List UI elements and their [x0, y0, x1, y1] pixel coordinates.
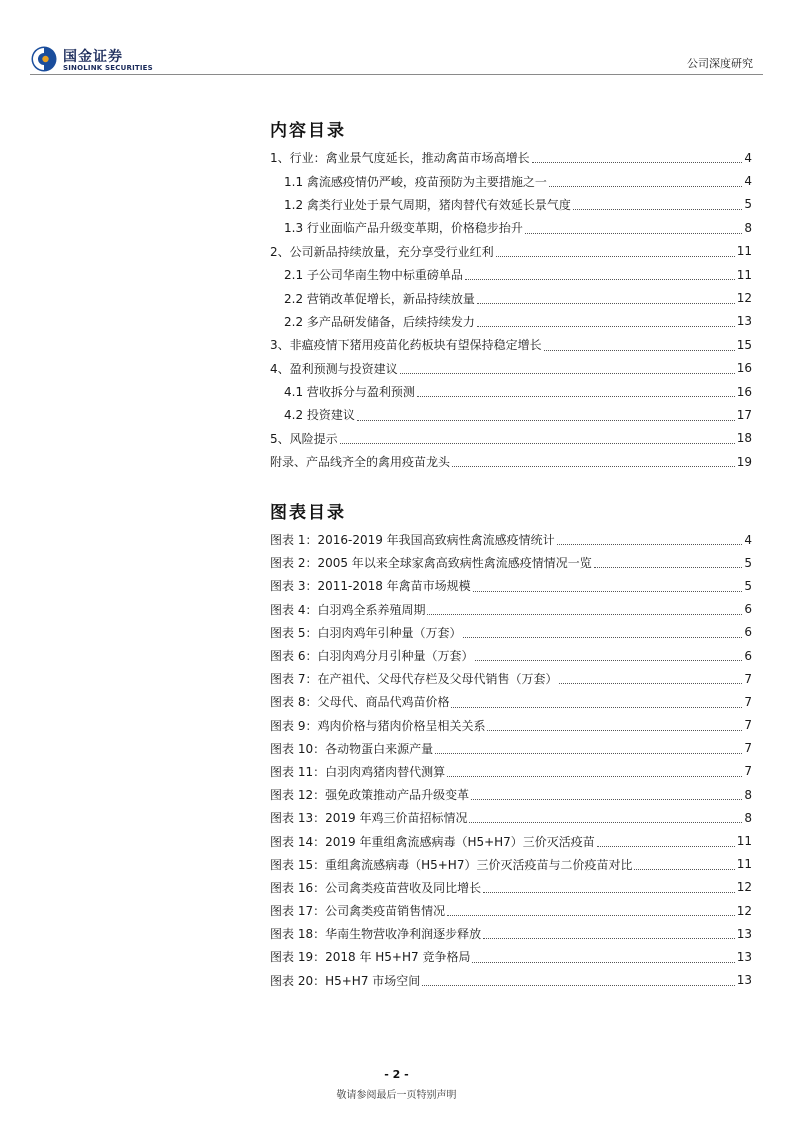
- figure-entry-page: 7: [744, 764, 752, 779]
- toc-entry[interactable]: [270, 263, 752, 286]
- dot-leader: [532, 161, 743, 163]
- toc-entry[interactable]: [270, 427, 752, 450]
- toc-entry-label: 附录、产品线齐全的禽用疫苗龙头: [270, 455, 451, 470]
- figure-entry-page: 6: [744, 625, 752, 640]
- dot-leader: [340, 442, 735, 444]
- figure-entry-label: 图表 3：2011-2018 年禽苗市场规模: [270, 579, 471, 594]
- dot-leader: [496, 255, 735, 257]
- toc-entry-label: 1.2 禽类行业处于景气周期，猪肉替代有效延长景气度: [284, 197, 571, 212]
- dot-leader: [557, 543, 743, 545]
- dot-leader: [559, 682, 742, 684]
- figure-entry-page: 5: [744, 555, 752, 570]
- figure-entry-page: 7: [744, 694, 752, 709]
- figure-entry-label: 图表 17：公司禽类疫苗销售情况: [270, 904, 446, 919]
- figure-entry-label: 图表 8：父母代、商品代鸡苗价格: [270, 695, 450, 710]
- dot-leader: [447, 914, 735, 916]
- toc-entry-label: 4、盈利预测与投资建议: [270, 361, 398, 376]
- figure-entry[interactable]: [270, 783, 752, 806]
- figure-entry-label: 图表 11：白羽肉鸡猪肉替代测算: [270, 764, 446, 779]
- figure-entry[interactable]: [270, 922, 752, 945]
- toc-entry[interactable]: [270, 146, 752, 169]
- figure-entry[interactable]: [270, 528, 752, 551]
- figure-entry[interactable]: [270, 621, 752, 644]
- figure-entry[interactable]: [270, 574, 752, 597]
- figure-entry-label: 图表 20：H5+H7 市场空间: [270, 973, 421, 988]
- sinolink-logo-icon: [30, 45, 58, 73]
- toc-entry[interactable]: [270, 310, 752, 333]
- dot-leader: [573, 208, 742, 210]
- figure-entry-page: 8: [744, 787, 752, 802]
- dot-leader: [483, 937, 735, 939]
- toc-entry-label: 1.1 禽流感疫情仍严峻，疫苗预防为主要措施之一: [284, 174, 547, 189]
- figure-entry-page: 6: [744, 602, 752, 617]
- dot-leader: [422, 984, 734, 986]
- figure-entry[interactable]: [270, 690, 752, 713]
- figure-entry-page: 6: [744, 648, 752, 663]
- toc-entry-page: 18: [736, 431, 752, 446]
- dot-leader: [463, 636, 742, 638]
- toc-entry-label: 3、非瘟疫情下猪用疫苗化药板块有望保持稳定增长: [270, 338, 542, 353]
- dot-leader: [472, 961, 734, 963]
- toc-entry[interactable]: [270, 240, 752, 263]
- figure-entry-label: 图表 7：在产祖代、父母代存栏及父母代销售（万套）: [270, 672, 558, 687]
- report-type-label: 公司深度研究: [687, 57, 753, 70]
- toc-entry-page: 12: [736, 291, 752, 306]
- dot-leader: [634, 868, 734, 870]
- figure-entry-page: 7: [744, 741, 752, 756]
- toc-entry-page: 8: [744, 220, 752, 235]
- dot-leader: [452, 465, 735, 467]
- toc-entry-page: 5: [744, 197, 752, 212]
- toc-entry-page: 11: [736, 244, 752, 259]
- figure-entry[interactable]: [270, 551, 752, 574]
- figure-entry-page: 12: [736, 903, 752, 918]
- dot-leader: [435, 752, 742, 754]
- figure-entry-page: 4: [744, 532, 752, 547]
- dot-leader: [477, 325, 735, 327]
- toc-entry[interactable]: [270, 193, 752, 216]
- brand-name-cn: 国金证券: [63, 49, 123, 65]
- dot-leader: [597, 845, 735, 847]
- page-number: - 2 -: [384, 1068, 409, 1081]
- figure-entry[interactable]: [270, 598, 752, 621]
- figure-entry[interactable]: [270, 829, 752, 852]
- toc-entry-label: 5、风险提示: [270, 431, 338, 446]
- figure-entry-label: 图表 6：白羽肉鸡分月引种量（万套）: [270, 649, 474, 664]
- dot-leader: [475, 659, 742, 661]
- figure-entry[interactable]: [270, 853, 752, 876]
- figure-entry-page: 8: [744, 810, 752, 825]
- toc-entry-label: 2、公司新品持续放量，充分享受行业红利: [270, 244, 494, 259]
- dot-leader: [427, 613, 742, 615]
- figure-entry[interactable]: [270, 945, 752, 968]
- toc-entry-page: 16: [736, 361, 752, 376]
- dot-leader: [549, 185, 742, 187]
- figure-entry-label: 图表 14：2019 年重组禽流感病毒（H5+H7）三价灭活疫苗: [270, 834, 595, 849]
- figure-entry-label: 图表 9：鸡肉价格与猪肉价格呈相关关系: [270, 718, 486, 733]
- figure-entry-page: 12: [736, 880, 752, 895]
- figure-entry-page: 13: [736, 949, 752, 964]
- page-header: [0, 0, 793, 80]
- toc-entry-label: 2.2 多产品研发储备，后续持续发力: [284, 314, 475, 329]
- dot-leader: [469, 821, 742, 823]
- header-divider: [30, 74, 763, 75]
- figure-entry-page: 13: [736, 926, 752, 941]
- toc-entry-page: 4: [744, 150, 752, 165]
- figure-entry-page: 13: [736, 973, 752, 988]
- dot-leader: [357, 419, 735, 421]
- toc-entry-label: 1.3 行业面临产品升级变革期，价格稳步抬升: [284, 221, 523, 236]
- dot-leader: [525, 232, 742, 234]
- toc-entry[interactable]: [270, 216, 752, 239]
- toc-entry[interactable]: [270, 450, 752, 473]
- dot-leader: [465, 278, 735, 280]
- figure-entry[interactable]: [270, 969, 752, 992]
- dot-leader: [447, 775, 742, 777]
- figure-entry[interactable]: [270, 760, 752, 783]
- figure-entry-label: 图表 2：2005 年以来全球家禽高致病性禽流感疫情情况一览: [270, 556, 592, 571]
- toc-entry[interactable]: [270, 333, 752, 356]
- toc-entry-page: 15: [736, 337, 752, 352]
- dot-leader: [594, 566, 743, 568]
- figure-entry-page: 11: [736, 834, 752, 849]
- toc-entry-page: 13: [736, 314, 752, 329]
- toc-entry-page: 16: [736, 384, 752, 399]
- figure-entry-label: 图表 5：白羽肉鸡年引种量（万套）: [270, 625, 462, 640]
- figure-entry[interactable]: [270, 899, 752, 922]
- toc-entry-page: 4: [744, 174, 752, 189]
- brand-name-en: SINOLINK SECURITIES: [63, 64, 153, 72]
- toc-entry-page: 11: [736, 267, 752, 282]
- figure-entry-page: 11: [736, 857, 752, 872]
- toc-entry-label: 1、行业：禽业景气度延长，推动禽苗市场高增长: [270, 151, 530, 166]
- toc-title: 内容目录: [270, 121, 346, 141]
- figure-entry[interactable]: [270, 667, 752, 690]
- toc-entry-label: 4.1 营收拆分与盈利预测: [284, 385, 415, 400]
- figure-entry-label: 图表 19：2018 年 H5+H7 竞争格局: [270, 950, 471, 965]
- dot-leader: [487, 729, 742, 731]
- figure-entry-label: 图表 16：公司禽类疫苗营收及同比增长: [270, 880, 482, 895]
- figures-list: [270, 528, 752, 992]
- figure-entry[interactable]: [270, 806, 752, 829]
- dot-leader: [473, 590, 743, 592]
- toc-entry-label: 2.2 营销改革促增长，新品持续放量: [284, 291, 475, 306]
- toc-entry-label: 4.2 投资建议: [284, 408, 355, 423]
- brand-logo: [30, 45, 160, 75]
- toc-entry-label: 2.1 子公司华南生物中标重磅单品: [284, 268, 463, 283]
- dot-leader: [471, 798, 742, 800]
- toc-entry[interactable]: [270, 357, 752, 380]
- dot-leader: [400, 372, 735, 374]
- dot-leader: [544, 349, 735, 351]
- figure-entry[interactable]: [270, 714, 752, 737]
- figure-entry-label: 图表 10：各动物蛋白来源产量: [270, 741, 434, 756]
- toc-entry[interactable]: [270, 380, 752, 403]
- dot-leader: [477, 302, 735, 304]
- figure-entry[interactable]: [270, 876, 752, 899]
- figure-entry[interactable]: [270, 644, 752, 667]
- toc-entry[interactable]: [270, 286, 752, 309]
- figure-entry-label: 图表 18：华南生物营收净利润逐步释放: [270, 927, 482, 942]
- figure-entry-page: 7: [744, 671, 752, 686]
- dot-leader: [417, 395, 735, 397]
- figure-entry-label: 图表 4：白羽鸡全系养殖周期: [270, 602, 426, 617]
- toc-entry-page: 17: [736, 407, 752, 422]
- figure-entry[interactable]: [270, 737, 752, 760]
- figures-title: 图表目录: [270, 503, 346, 523]
- dot-leader: [483, 891, 735, 893]
- figure-entry-label: 图表 15：重组禽流感病毒（H5+H7）三价灭活疫苗与二价疫苗对比: [270, 857, 633, 872]
- figure-entry-label: 图表 12：强免政策推动产品升级变革: [270, 788, 470, 803]
- figure-entry-page: 5: [744, 578, 752, 593]
- figure-entry-page: 7: [744, 718, 752, 733]
- dot-leader: [451, 706, 742, 708]
- toc-entry[interactable]: [270, 169, 752, 192]
- figure-entry-label: 图表 1：2016-2019 年我国高致病性禽流感疫情统计: [270, 533, 555, 548]
- toc-entry[interactable]: [270, 403, 752, 426]
- toc-entry-page: 19: [736, 454, 752, 469]
- figure-entry-label: 图表 13：2019 年鸡三价苗招标情况: [270, 811, 468, 826]
- toc-list: [270, 146, 752, 473]
- footer-disclaimer: 敬请参阅最后一页特别声明: [336, 1090, 457, 1101]
